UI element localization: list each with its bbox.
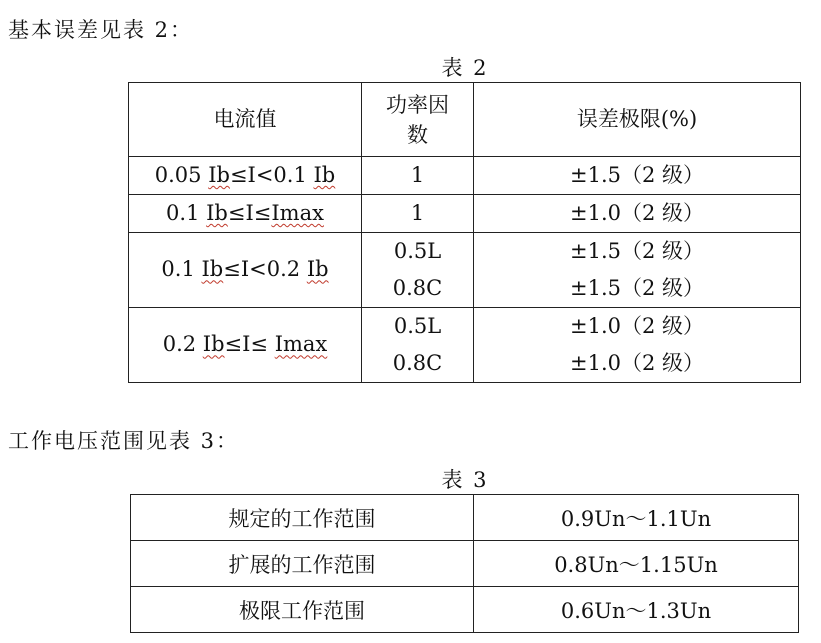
power-factor-cell: 1 <box>362 195 474 233</box>
table-row <box>129 308 801 383</box>
pf-value: 0.5L <box>393 239 442 263</box>
table-row <box>129 157 801 195</box>
range-label-cell: 扩展的工作范围 <box>131 541 474 587</box>
error-value: ±1.0（2 级） <box>569 314 705 338</box>
voltage-range-table <box>130 494 799 633</box>
current-range-cell: 0.1 Ib≤I≤Imax <box>129 195 362 233</box>
header-power-factor <box>362 83 474 157</box>
error-value: ±1.5（2 级） <box>569 239 705 263</box>
table-row <box>131 495 799 541</box>
error-limit-cell <box>474 233 801 308</box>
table-row <box>129 233 801 308</box>
intro-table3: 工作电压范围见表 3： <box>8 429 240 453</box>
header-error-limit: 误差极限(%) <box>474 83 801 157</box>
table-row <box>131 541 799 587</box>
power-factor-cell <box>362 308 474 383</box>
table2-caption: 表 2 <box>441 56 489 80</box>
table-row <box>129 195 801 233</box>
range-value-cell: 0.9Un～1.1Un <box>474 495 799 541</box>
pf-value: 0.5L <box>393 314 442 338</box>
range-value-cell: 0.6Un～1.3Un <box>474 587 799 633</box>
power-factor-cell <box>362 233 474 308</box>
header-pf-line2: 数 <box>407 122 428 147</box>
error-value: ±1.5（2 级） <box>569 276 705 300</box>
error-value: ±1.0（2 级） <box>569 351 705 375</box>
header-current: 电流值 <box>129 83 362 157</box>
table3-caption: 表 3 <box>441 468 489 492</box>
table-row <box>131 587 799 633</box>
range-label-cell: 规定的工作范围 <box>131 495 474 541</box>
header-pf-line1: 功率因 <box>386 92 449 117</box>
power-factor-cell: 1 <box>362 157 474 195</box>
error-limit-cell <box>474 308 801 383</box>
current-range-cell: 0.1 Ib≤I<0.2 Ib <box>129 233 362 308</box>
table-header-row <box>129 83 801 157</box>
current-range-cell: 0.2 Ib≤I≤ Imax <box>129 308 362 383</box>
current-range-cell: 0.05 Ib≤I<0.1 Ib <box>129 157 362 195</box>
range-value-cell: 0.8Un～1.15Un <box>474 541 799 587</box>
pf-value: 0.8C <box>392 351 443 375</box>
range-label-cell: 极限工作范围 <box>131 587 474 633</box>
error-limit-cell: ±1.0（2 级） <box>474 195 801 233</box>
error-limit-table <box>128 82 801 383</box>
error-limit-cell: ±1.5（2 级） <box>474 157 801 195</box>
intro-table2: 基本误差见表 2： <box>8 18 194 42</box>
pf-value: 0.8C <box>392 276 443 300</box>
